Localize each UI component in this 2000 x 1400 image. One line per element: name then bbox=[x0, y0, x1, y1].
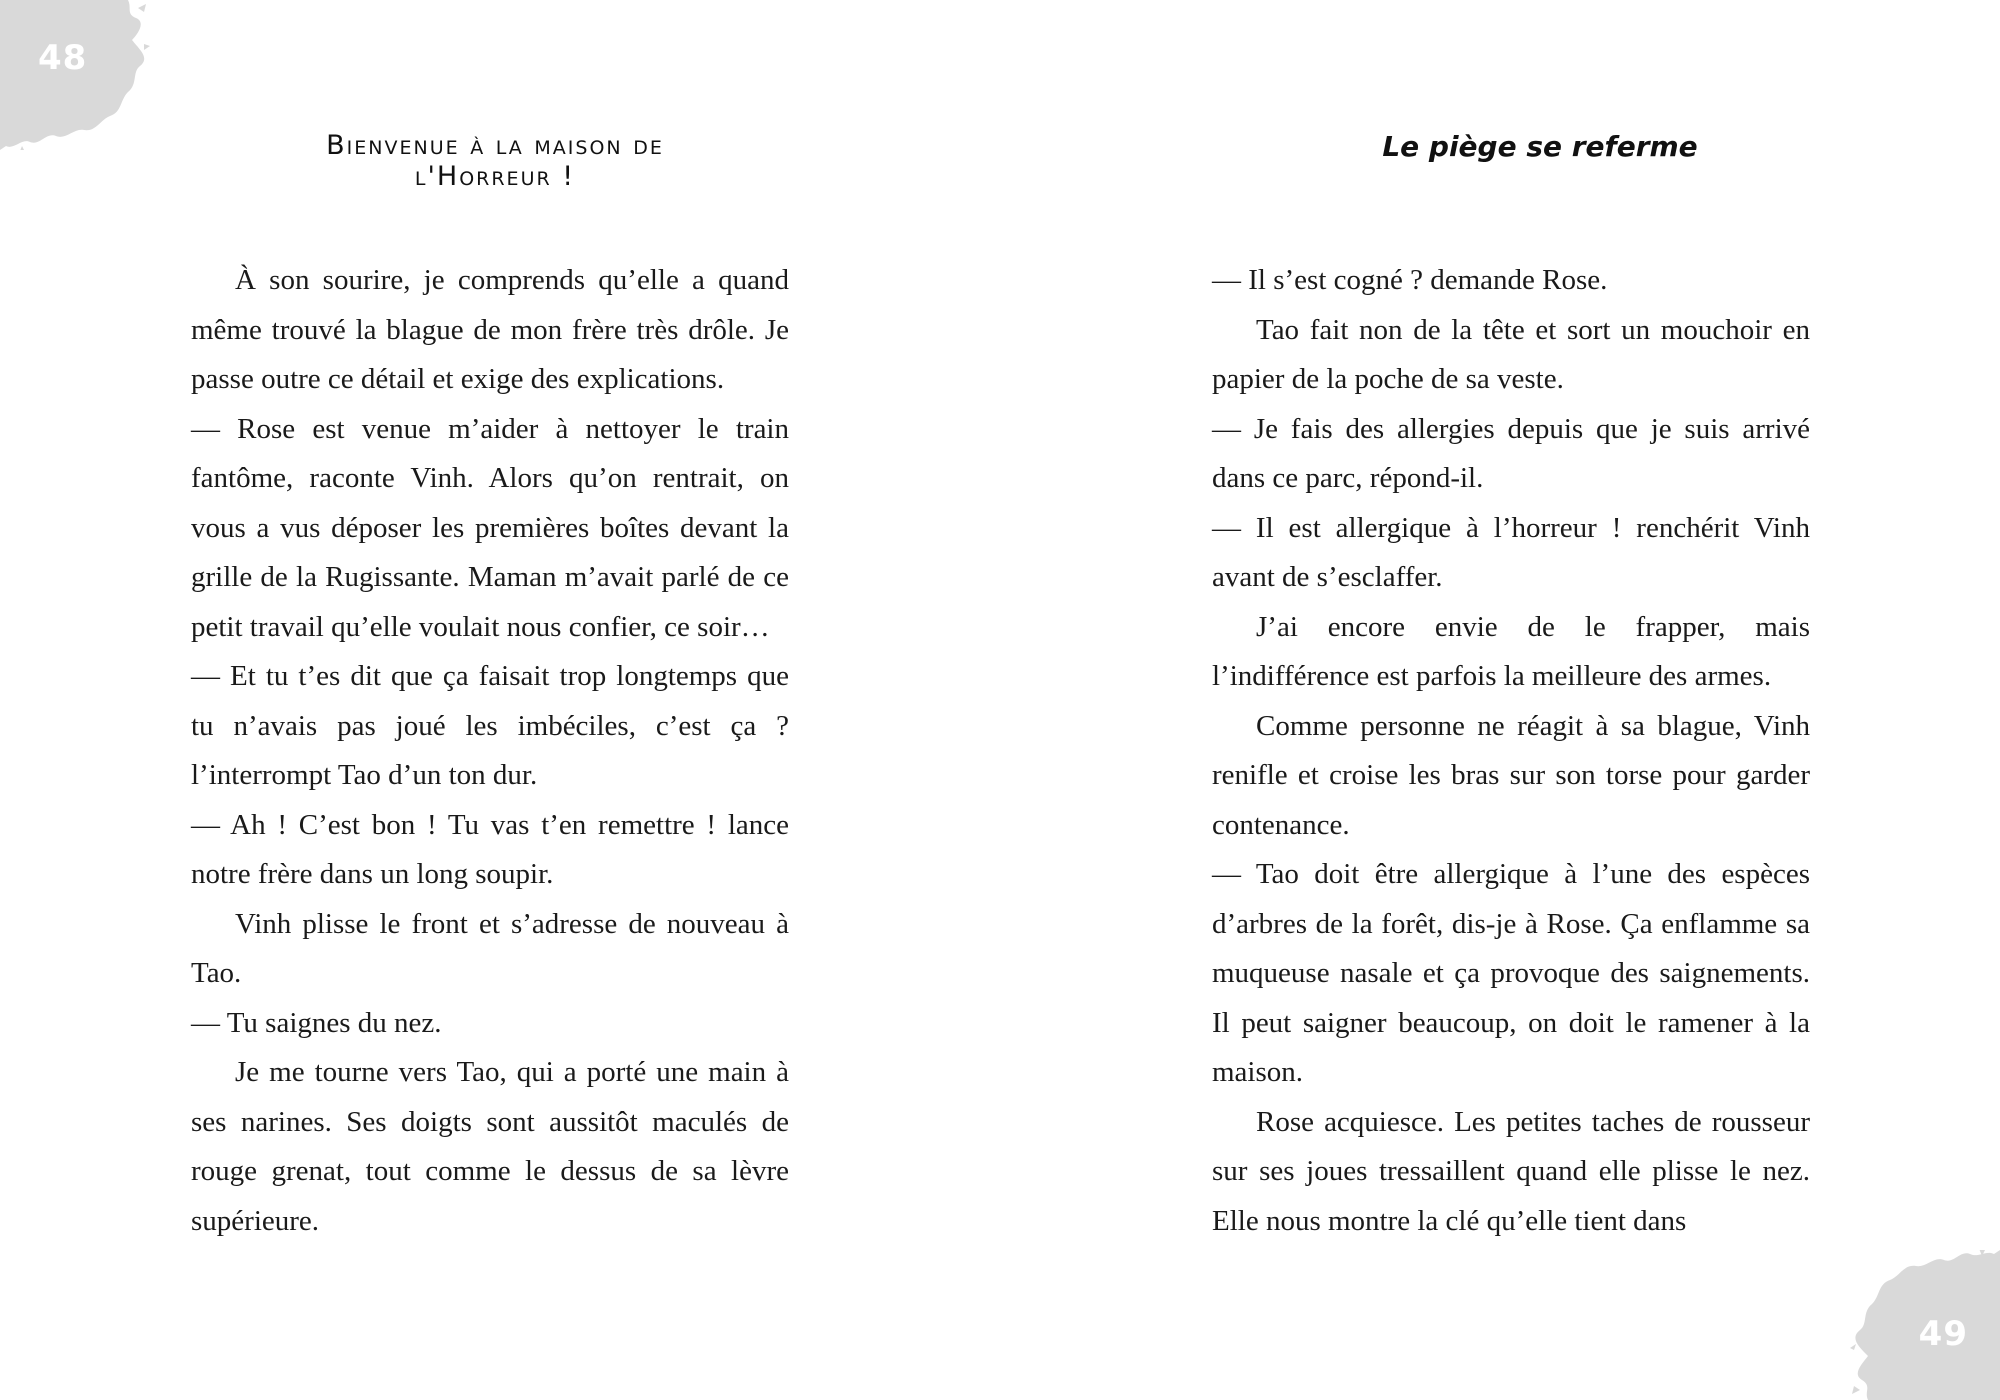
dialogue-line: — Il est allergique à l’horreur ! renchérit Vinh avant de s’esclaffer. bbox=[1212, 511, 1810, 593]
dialogue-line: — Et tu t’es dit que ça faisait trop longtemps que tu n’avais pas joué les imbéciles, c’est ça ? l’interrompt Tao d’un ton dur. bbox=[191, 660, 789, 791]
paragraph: Vinh plisse le front et s’adresse de nouveau à Tao. bbox=[191, 907, 789, 989]
running-head-book-title: Bienvenue à la maison de l'Horreur ! bbox=[326, 130, 664, 192]
right-page bbox=[1000, 0, 2000, 1400]
page-number: 49 bbox=[1918, 1314, 1968, 1354]
left-page-body bbox=[191, 256, 789, 1246]
dialogue-line: — Ah ! C’est bon ! Tu vas t’en remettre ! lance notre frère dans un long soupir. bbox=[191, 808, 789, 890]
dialogue-line: — Tu saignes du nez. bbox=[191, 1006, 442, 1039]
paragraph: J’ai encore envie de le frapper, mais l’indifférence est parfois la meilleure des armes. bbox=[1212, 610, 1810, 692]
paragraph: Tao fait non de la tête et sort un mouchoir en papier de la poche de sa veste. bbox=[1212, 313, 1810, 395]
dialogue-line: — Tao doit être allergique à l’une des espèces d’arbres de la forêt, dis-je à Rose. Ça enflamme sa muqueuse nasale et ça provoque des saignements. Il peut saigner beaucoup, on doit le ramener à la maison. bbox=[1212, 858, 1810, 1088]
page-number: 48 bbox=[38, 38, 88, 78]
right-page-body bbox=[1212, 256, 1810, 1246]
paragraph: Comme personne ne réagit à sa blague, Vinh renifle et croise les bras sur son torse pour garder contenance. bbox=[1212, 709, 1810, 841]
paragraph: Rose acquiesce. Les petites taches de rousseur sur ses joues tressaillent quand elle plisse le nez. Elle nous montre la clé qu’elle tient dans bbox=[1212, 1105, 1810, 1237]
dialogue-line: — Je fais des allergies depuis que je suis arrivé dans ce parc, répond-il. bbox=[1212, 412, 1810, 494]
paragraph: Je me tourne vers Tao, qui a porté une main à ses narines. Ses doigts sont aussitôt maculés de rouge grenat, tout comme le dessus de sa lèvre supérieure. bbox=[191, 1056, 789, 1237]
dialogue-line: — Rose est venue m’aider à nettoyer le train fantôme, raconte Vinh. Alors qu’on rentrait, on vous a vus déposer les premières boîtes devant la grille de la Rugissante. Maman m’avait parlé de ce petit travail qu’elle voulait nous confier, ce soir… bbox=[191, 412, 789, 643]
running-head-chapter-title: Le piège se referme bbox=[1382, 130, 1698, 163]
dialogue-line: — Il s’est cogné ? demande Rose. bbox=[1212, 264, 1608, 296]
paragraph: À son sourire, je comprends qu’elle a quand même trouvé la blague de mon frère très drôle. Je passe outre ce détail et exige des explications. bbox=[191, 264, 789, 395]
